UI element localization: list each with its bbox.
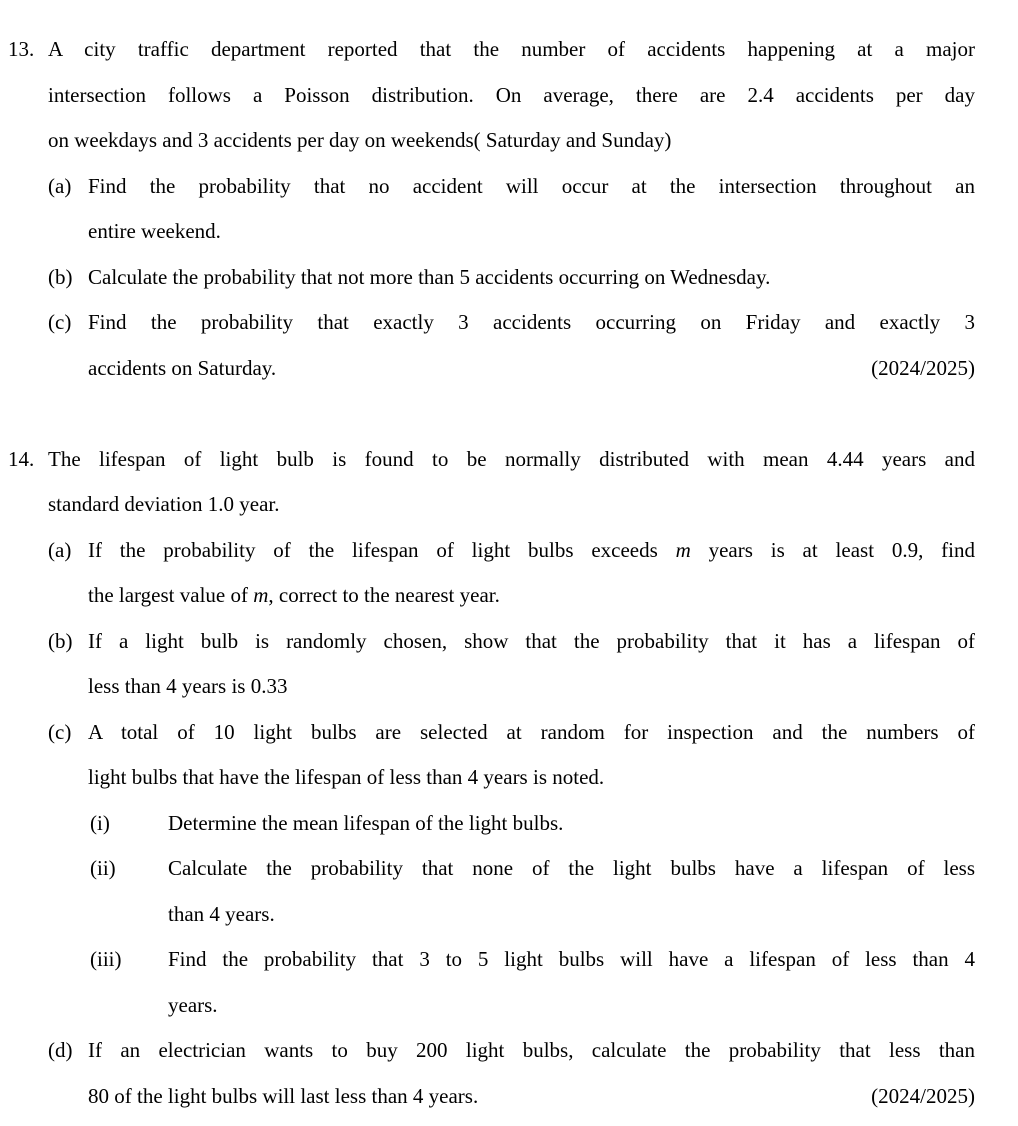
text-line [88,664,975,710]
part-label: (b) [48,628,73,653]
text-line [88,164,975,210]
question-part [48,164,975,255]
text-line [168,846,975,892]
text-run: , correct to the nearest year. [268,583,500,607]
question-number: 13. [8,37,35,61]
subpart-label: (ii) [90,856,116,880]
text-line [88,300,975,346]
question-subpart [88,846,975,937]
text-line [88,346,975,392]
text-run: 80 of the light bulbs will last less than 4 years. [88,1083,479,1108]
text-line [88,755,975,801]
text-run: years. [168,992,218,1017]
text-line [48,73,975,119]
year-tag: (2024/2025) [871,1083,975,1108]
subpart-label: (i) [90,810,110,835]
text-run: Find the probability that 3 to 5 light bulbs will have a lifespan of less than 4 [168,947,975,971]
text-line [168,937,975,983]
question-subpart [88,801,975,847]
question [0,437,975,1120]
question-part [48,528,975,619]
text-line [88,528,975,574]
text-line [8,27,975,73]
text-run: light bulbs that have the lifespan of less than 4 years is noted. [88,765,605,789]
text-run: than 4 years. [168,901,275,926]
text-line [88,209,975,255]
text-run: on weekdays and 3 accidents per day on weekends( Saturday and Sunday) [48,128,672,152]
text-line [88,255,975,301]
part-label: (a) [48,537,72,562]
text-run: years is at least 0.9, find [690,537,975,562]
question-part [48,255,975,301]
text-run: intersection follows a Poisson distribution. On average, there are 2.4 accidents per day [48,82,975,107]
text-run: If a light bulb is randomly chosen, show that the probability that it has a lifespan of [88,628,975,653]
text-line [88,1074,975,1120]
subpart-label: (iii) [90,947,122,971]
text-run: A city traffic department reported that the number of accidents happening at a major [48,37,975,61]
text-run: Find the probability that exactly 3 accidents occurring on Friday and exactly 3 [88,310,975,334]
part-label: (a) [48,173,72,198]
question-part [48,710,975,1029]
text-run: If the probability of the lifespan of light bulbs exceeds [88,537,676,562]
part-label: (d) [48,1038,73,1062]
document-body [0,27,975,1119]
text-run: A total of 10 light bulbs are selected at random for inspection and the numbers of [88,719,975,744]
part-label: (c) [48,719,72,744]
text-run: If an electrician wants to buy 200 light bulbs, calculate the probability that less than [88,1038,975,1062]
italic-text-run: m [253,583,269,607]
text-line [168,801,975,847]
question-part [48,300,975,391]
text-run: Find the probability that no accident will occur at the intersection throughout an [88,173,975,198]
text-line [88,573,975,619]
text-run: entire weekend. [88,219,221,243]
text-run: Determine the mean lifespan of the light bulbs. [168,810,564,835]
text-run: standard deviation 1.0 year. [48,492,280,516]
text-line [48,118,975,164]
text-line [168,983,975,1029]
text-line [48,482,975,528]
text-run: Calculate the probability that none of the light bulbs have a lifespan of less [168,856,975,880]
italic-text-run: m [675,537,691,562]
text-run: accidents on Saturday. [88,355,277,380]
text-run: The lifespan of light bulb is found to be normally distributed with mean 4.44 years and [48,446,975,471]
text-run-group [88,346,276,392]
text-line [88,710,975,756]
text-line [8,437,975,483]
question [0,27,975,391]
question-number: 14. [8,446,35,471]
text-line [88,619,975,665]
text-run: Calculate the probability that not more than 5 accidents occurring on Wednesday. [88,264,771,289]
text-run: the largest value of [88,583,254,607]
question-subpart [88,937,975,1028]
question-part [48,1028,975,1119]
text-line [168,892,975,938]
part-label: (c) [48,310,72,334]
text-run: less than 4 years is 0.33 [88,674,288,698]
text-run-group [88,1074,478,1120]
part-label: (b) [48,264,73,289]
text-line [88,1028,975,1074]
question-part [48,619,975,710]
year-tag: (2024/2025) [871,355,975,380]
